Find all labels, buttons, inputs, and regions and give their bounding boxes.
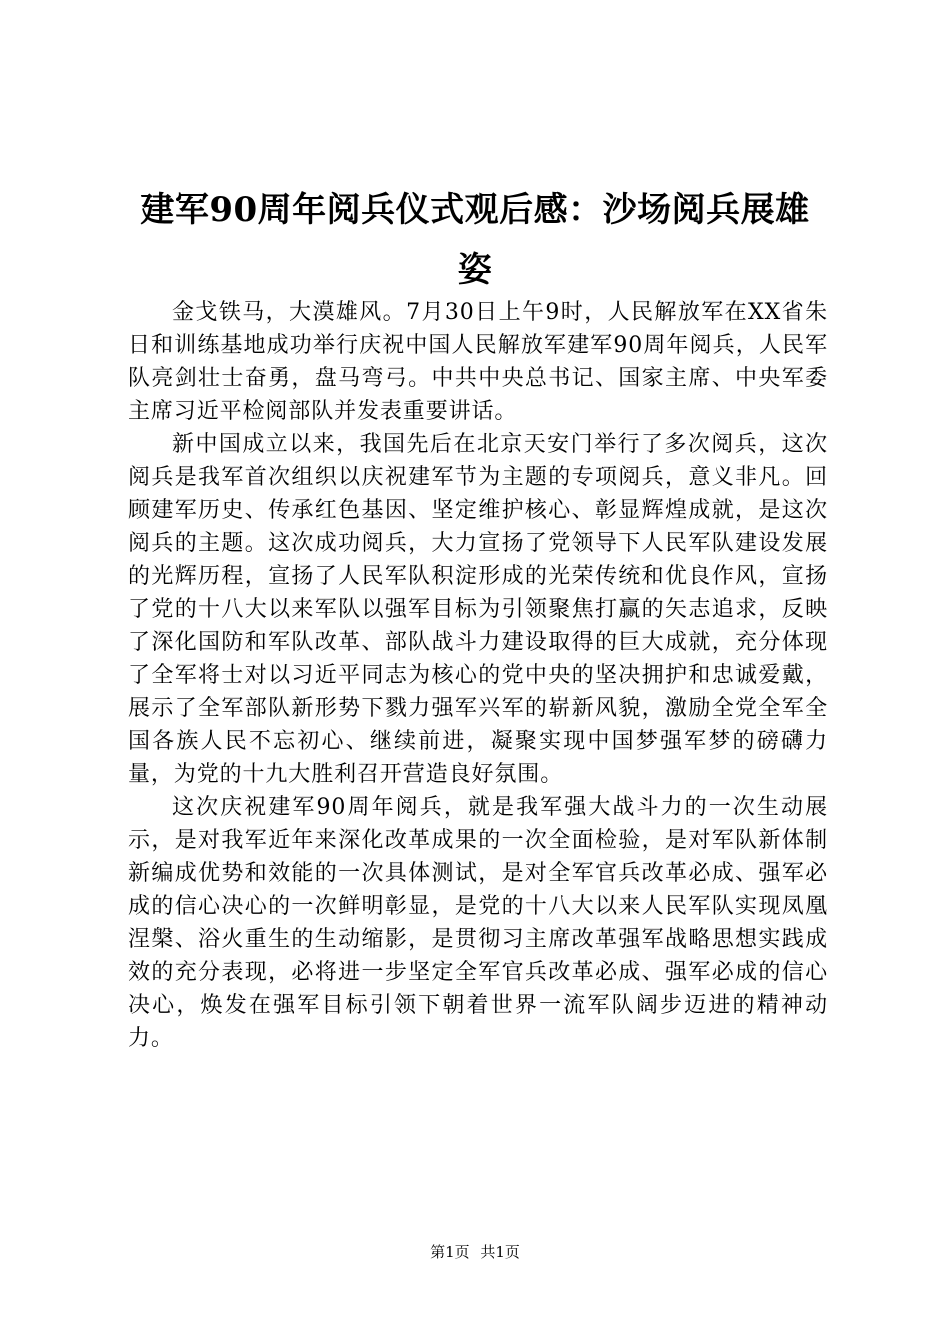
page-footer xyxy=(0,1242,950,1262)
page-total: 共1页 xyxy=(480,1243,520,1261)
document-body xyxy=(128,296,828,1055)
page-number: 第1页 xyxy=(430,1243,470,1261)
paragraph-3: 这次庆祝建军90周年阅兵，就是我军强大战斗力的一次生动展示，是对我军近年来深化改革成果的一次全面检验，是对军队新体制新编成优势和效能的一次具体测试，是对全军官兵改革必成、强军必成的信心决心的一次鲜明彰显，是党的十八大以来人民军队实现凤凰涅槃、浴火重生的生动缩影，是贯彻习主席改革强军战略思想实践成效的充分表现，必将进一步坚定全军官兵改革必成、强军必成的信心决心，焕发在强军目标引领下朝着世界一流军队阔步迈进的精神动力。 xyxy=(128,795,828,1051)
paragraph-1: 金戈铁马，大漠雄风。7月30日上午9时，人民解放军在XX省朱日和训练基地成功举行庆祝中国人民解放军建军90周年阅兵，人民军队亮剑壮士奋勇，盘马弯弓。中共中央总书记、国家主席、中央军委主席习近平检阅部队并发表重要讲话。 xyxy=(128,300,828,424)
document-title: 建军90周年阅兵仪式观后感：沙场阅兵展雄姿 xyxy=(140,190,810,290)
paragraph-2: 新中国成立以来，我国先后在北京天安门举行了多次阅兵，这次阅兵是我军首次组织以庆祝建军节为主题的专项阅兵，意义非凡。回顾建军历史、传承红色基因、坚定维护核心、彰显辉煌成就，是这次阅兵的主题。这次成功阅兵，大力宣扬了党领导下人民军队建设发展的光辉历程，宣扬了人民军队积淀形成的光荣传统和优良作风，宣扬了党的十八大以来军队以强军目标为引领聚焦打赢的矢志追求，反映了深化国防和军队改革、部队战斗力建设取得的巨大成就，充分体现了全军将士对以习近平同志为核心的党中央的坚决拥护和忠诚爱戴，展示了全军部队新形势下戮力强军兴军的崭新风貌，激励全党全军全国各族人民不忘初心、继续前进，凝聚实现中国梦强军梦的磅礴力量，为党的十九大胜利召开营造良好氛围。 xyxy=(128,432,828,787)
